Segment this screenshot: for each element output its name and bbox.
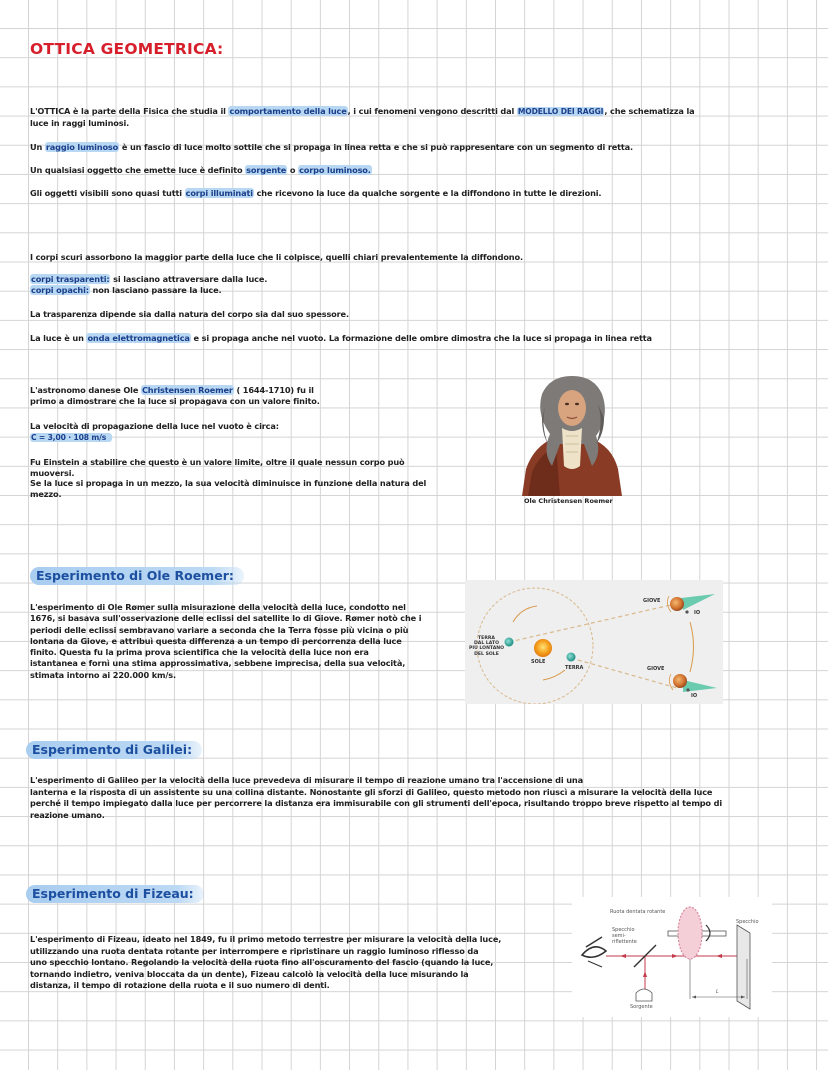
section-heading-fizeau: Esperimento di Fizeau: — [26, 885, 204, 903]
label-io-bottom: IO — [691, 693, 698, 699]
page-title: OTTICA GEOMETRICA: — [30, 40, 224, 58]
illuminated-definition: Gli oggetti visibili sono quasi tutti corpi illuminati che ricevono la luce da qualche sorgente e la diffondono in tutte le direzioni. — [30, 188, 602, 198]
fizeau-experiment-text: L'esperimento di Fizeau, ideato nel 1849, fu il primo metodo terrestre per misurare la velocità della luce, utilizzando una ruota dentata rotante per interrompere e ripristinare un raggio luminoso riflesso da uno specchio lontano. Regolando la velocità della ruota fino all'oscuramento del fascio (quando la luce, tornando indietro, veniva bloccata da un dente), Fizeau calcolò la velocità della luce misurando la distanza, il tempo di rotazione della ruota e il suo numero di denti. — [30, 934, 502, 991]
highlight-sorgente: sorgente — [246, 165, 287, 175]
highlight-onda-elettromagnetica: onda elettromagnetica — [87, 333, 190, 343]
label-distance: L — [716, 989, 719, 995]
roemer-intro: L'astronomo danese Ole Christensen Roemer ( 1644-1710) fu il primo a dimostrare che la luce si propagava con un valore finito. — [30, 385, 320, 406]
wave-text: La luce è un onda elettromagnetica e si propaga anche nel vuoto. La formazione delle ombre dimostra che la luce si propaga in linea retta — [30, 333, 652, 343]
source-definition: Un qualsiasi oggetto che emette luce è definito sorgente o corpo luminoso. — [30, 165, 371, 175]
label-io-top: IO — [694, 610, 701, 616]
label-semi-mirror: Specchio semi- riflettente — [612, 927, 637, 945]
roemer-portrait — [520, 374, 624, 496]
label-mirror: Specchio — [736, 919, 759, 925]
transparency-text: La trasparenza dipende sia dalla natura del corpo sia dal suo spessore. — [30, 309, 349, 319]
roemer-experiment-text: L'esperimento di Ole Rømer sulla misurazione della velocità della luce, condotto nel 1676, si basava sull'osservazione delle eclissi del satellite Io di Giove. Rømer notò che i periodi delle eclissi sembravano variare a seconda che la Terra fosse più vicina o più lontana da Giove, e attribuì questa differenza a un tempo di percorrenza della luce finito. Questa fu la prima prova scientifica che la velocità della luce non era istantanea e fornì una stima approssimativa, sebbene imprecisa, della sua velocità, stimata intorno ai 220.000 km/s. — [30, 602, 422, 680]
highlight-modello-raggi: MODELLO DEI RAGGI — [517, 107, 604, 116]
highlight-corpi-trasparenti: corpi trasparenti: — [31, 274, 110, 284]
intro-paragraph: L'OTTICA è la parte della Fisica che studia il comportamento della luce, i cui fenomeni vengono descritti dal MODELLO DEI RAGGI, che schematizza la luce in raggi luminosi. — [30, 106, 695, 128]
highlight-corpi-opachi: corpi opachi: — [31, 284, 89, 295]
highlight-corpo-luminoso: corpo luminoso. — [299, 165, 371, 175]
einstein-text: Fu Einstein a stabilire che questo è un valore limite, oltre il quale nessun corpo può muoversi. Se la luce si propaga in un mezzo, la sua velocità diminuisce in funzione della natura del mezzo. — [30, 457, 427, 499]
fizeau-diagram — [572, 897, 772, 1017]
section-heading-roemer: Esperimento di Ole Roemer: — [30, 567, 244, 585]
speed-formula: C = 3,00 · 108 m/s — [30, 433, 112, 442]
speed-of-light: La velocità di propagazione della luce nel vuoto è circa: C = 3,00 · 108 m/s — [30, 421, 279, 442]
portrait-image — [520, 374, 624, 496]
label-sole: SOLE — [531, 659, 546, 665]
highlight-christensen-roemer: Christensen Roemer — [141, 385, 233, 395]
roemer-orbit-diagram — [465, 580, 723, 704]
portrait-caption: Ole Christensen Roemer — [524, 497, 613, 505]
label-giove-bottom: GIOVE — [647, 666, 665, 672]
label-terra-far: TERRA DAL LATO PIÙ LONTANO DEL SOLE — [469, 636, 504, 657]
label-wheel: Ruota dentata rotante — [610, 909, 666, 915]
ray-definition: Un raggio luminoso è un fascio di luce molto sottile che si propaga in linea retta e che si può rappresentare con un segmento di retta. — [30, 142, 633, 152]
highlight-corpi-illuminati: corpi illuminati — [185, 188, 253, 198]
label-source: Sorgente — [630, 1004, 653, 1010]
transparent-opaque-list: corpi trasparenti: si lasciano attraversare dalla luce. corpi opachi: non lasciano passare la luce. — [31, 274, 268, 295]
highlight-raggio-luminoso: raggio luminoso — [45, 142, 119, 152]
galileo-experiment-text: L'esperimento di Galileo per la velocità della luce prevedeva di misurare il tempo di reazione umano tra l'accensione di una lanterna e la risposta di un assistente su una collina distante. Nonostante gli sforzi di Galileo, questo metodo non riuscì a misurare la velocità della luce perché il tempo impiegato dalla luce per percorrere la distanza era immisurabile con gli strumenti dell'epoca, risultando troppo breve rispetto al tempo di reazione umano. — [30, 775, 722, 820]
section-heading-galileo: Esperimento di Galilei: — [26, 741, 202, 759]
highlight-comportamento: comportamento della luce — [229, 106, 347, 116]
label-terra: TERRA — [565, 665, 584, 671]
label-giove-top: GIOVE — [643, 598, 661, 604]
dark-bodies-text: I corpi scuri assorbono la maggior parte della luce che li colpisce, quelli chiari prevalentemente la diffondono. — [30, 252, 523, 262]
